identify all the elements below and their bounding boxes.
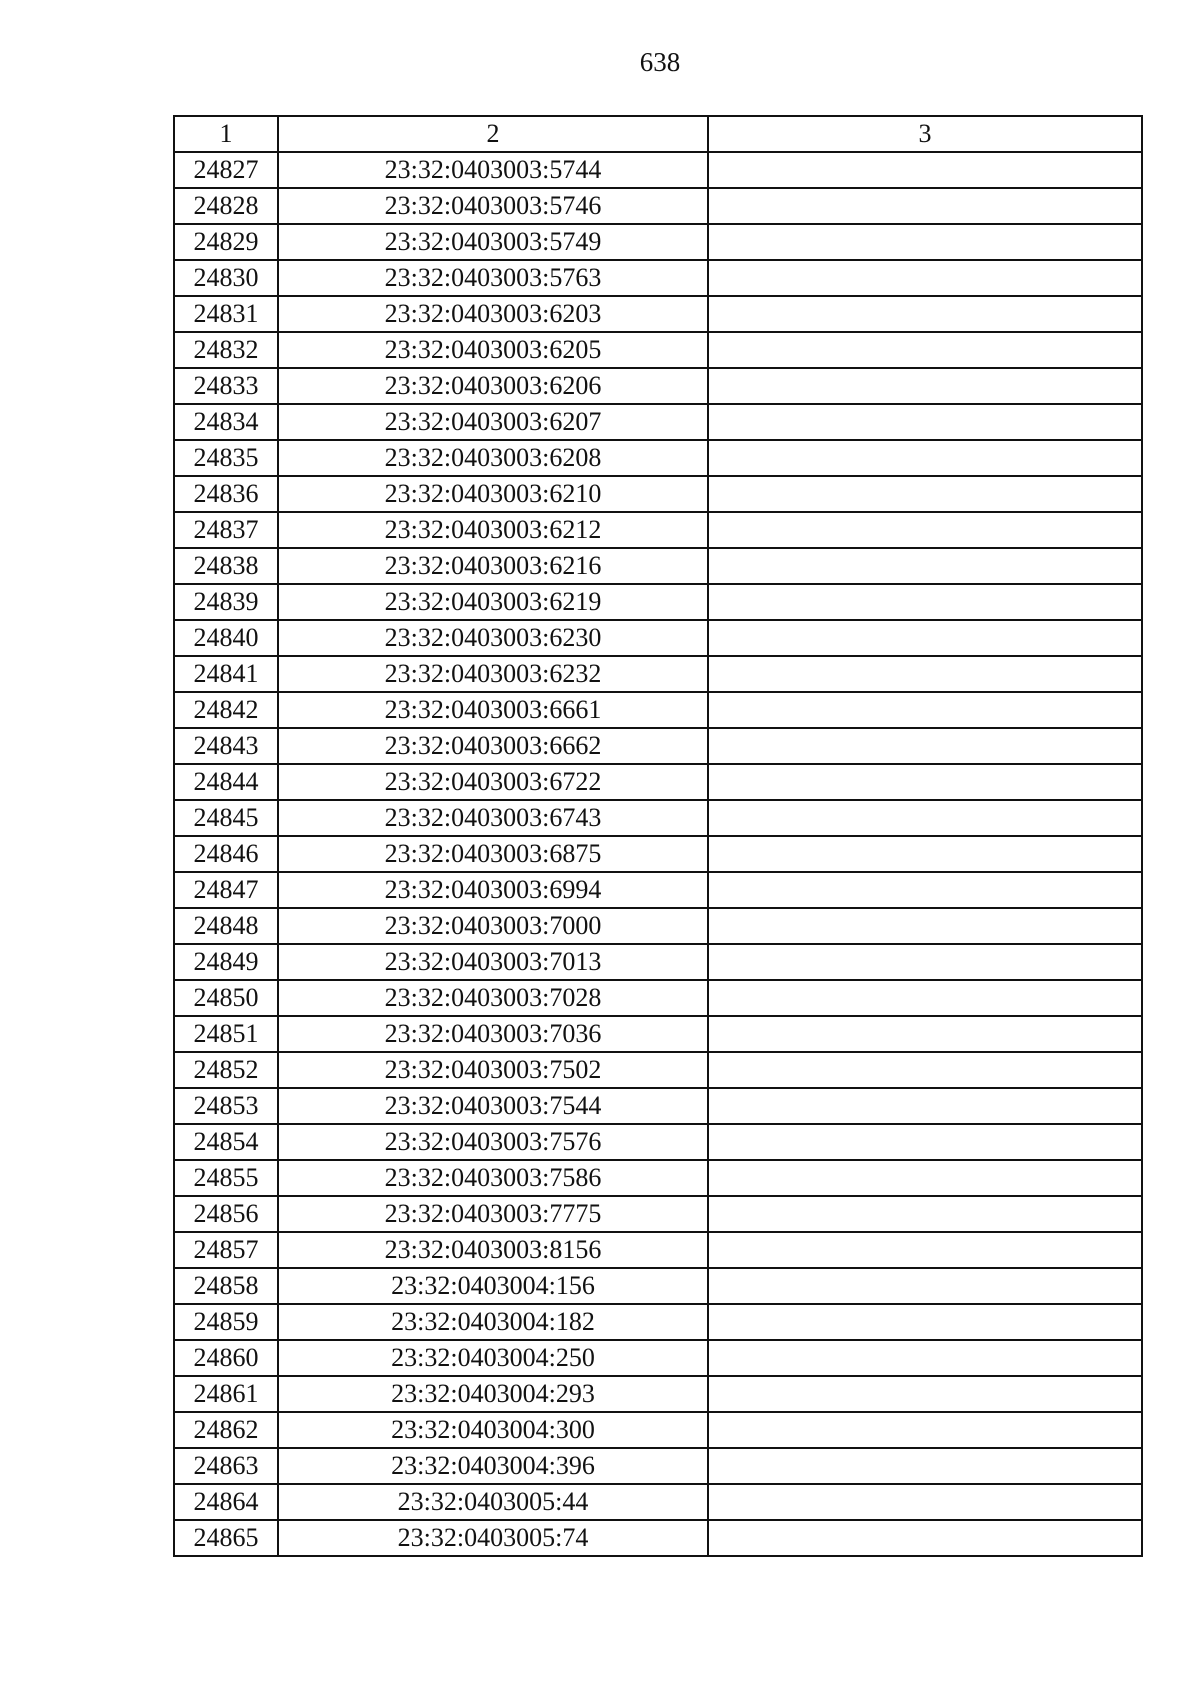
cadastral-number-cell: 23:32:0403003:6203 — [278, 296, 708, 332]
table-row — [174, 440, 1142, 476]
table-row — [174, 1016, 1142, 1052]
table-row — [174, 944, 1142, 980]
note-cell — [708, 1016, 1142, 1052]
row-number-cell: 24855 — [174, 1160, 278, 1196]
cadastral-number-cell: 23:32:0403003:6994 — [278, 872, 708, 908]
cadastral-number-cell: 23:32:0403003:6232 — [278, 656, 708, 692]
cadastral-number-cell: 23:32:0403005:44 — [278, 1484, 708, 1520]
cadastral-number-cell: 23:32:0403003:7775 — [278, 1196, 708, 1232]
row-number-cell: 24832 — [174, 332, 278, 368]
note-cell — [708, 1124, 1142, 1160]
table-row — [174, 908, 1142, 944]
row-number-cell: 24862 — [174, 1412, 278, 1448]
table-row — [174, 1160, 1142, 1196]
table-row — [174, 476, 1142, 512]
cadastral-number-cell: 23:32:0403003:5763 — [278, 260, 708, 296]
row-number-cell: 24840 — [174, 620, 278, 656]
table-row — [174, 1052, 1142, 1088]
note-cell — [708, 512, 1142, 548]
row-number-cell: 24859 — [174, 1304, 278, 1340]
row-number-cell: 24865 — [174, 1520, 278, 1556]
cadastral-number-cell: 23:32:0403003:8156 — [278, 1232, 708, 1268]
note-cell — [708, 332, 1142, 368]
cadastral-number-cell: 23:32:0403004:293 — [278, 1376, 708, 1412]
note-cell — [708, 1232, 1142, 1268]
row-number-cell: 24844 — [174, 764, 278, 800]
cadastral-number-cell: 23:32:0403003:6208 — [278, 440, 708, 476]
row-number-cell: 24854 — [174, 1124, 278, 1160]
cadastral-number-cell: 23:32:0403003:6875 — [278, 836, 708, 872]
row-number-cell: 24834 — [174, 404, 278, 440]
row-number-cell: 24864 — [174, 1484, 278, 1520]
cadastral-number-cell: 23:32:0403003:6206 — [278, 368, 708, 404]
cadastral-number-cell: 23:32:0403003:7586 — [278, 1160, 708, 1196]
note-cell — [708, 476, 1142, 512]
registry-table — [173, 115, 1143, 1557]
cadastral-number-cell: 23:32:0403003:7544 — [278, 1088, 708, 1124]
table-row — [174, 260, 1142, 296]
note-cell — [708, 368, 1142, 404]
table-row — [174, 224, 1142, 260]
table-row — [174, 548, 1142, 584]
note-cell — [708, 548, 1142, 584]
cadastral-number-cell: 23:32:0403003:7036 — [278, 1016, 708, 1052]
table-row — [174, 368, 1142, 404]
table-row — [174, 656, 1142, 692]
cadastral-number-cell: 23:32:0403004:250 — [278, 1340, 708, 1376]
table-row — [174, 1340, 1142, 1376]
table-row — [174, 836, 1142, 872]
cadastral-number-cell: 23:32:0403003:5749 — [278, 224, 708, 260]
cadastral-number-cell: 23:32:0403004:396 — [278, 1448, 708, 1484]
table-body — [174, 152, 1142, 1556]
row-number-cell: 24835 — [174, 440, 278, 476]
row-number-cell: 24850 — [174, 980, 278, 1016]
row-number-cell: 24851 — [174, 1016, 278, 1052]
note-cell — [708, 1196, 1142, 1232]
note-cell — [708, 260, 1142, 296]
table-row — [174, 1304, 1142, 1340]
row-number-cell: 24861 — [174, 1376, 278, 1412]
cadastral-number-cell: 23:32:0403003:6662 — [278, 728, 708, 764]
table-row — [174, 1484, 1142, 1520]
cadastral-number-cell: 23:32:0403003:6210 — [278, 476, 708, 512]
note-cell — [708, 440, 1142, 476]
note-cell — [708, 872, 1142, 908]
header-row — [174, 116, 1142, 152]
table-header — [174, 116, 1142, 152]
row-number-cell: 24847 — [174, 872, 278, 908]
table-row — [174, 872, 1142, 908]
table-row — [174, 764, 1142, 800]
row-number-cell: 24830 — [174, 260, 278, 296]
column-header-3: 3 — [708, 116, 1142, 152]
table-row — [174, 1448, 1142, 1484]
note-cell — [708, 1304, 1142, 1340]
table-row — [174, 1376, 1142, 1412]
table-row — [174, 188, 1142, 224]
cadastral-number-cell: 23:32:0403003:6219 — [278, 584, 708, 620]
row-number-cell: 24846 — [174, 836, 278, 872]
table-row — [174, 1268, 1142, 1304]
note-cell — [708, 1412, 1142, 1448]
cadastral-number-cell: 23:32:0403003:6205 — [278, 332, 708, 368]
cadastral-number-cell: 23:32:0403003:5746 — [278, 188, 708, 224]
row-number-cell: 24849 — [174, 944, 278, 980]
note-cell — [708, 728, 1142, 764]
cadastral-number-cell: 23:32:0403003:6661 — [278, 692, 708, 728]
note-cell — [708, 764, 1142, 800]
table-row — [174, 1088, 1142, 1124]
row-number-cell: 24856 — [174, 1196, 278, 1232]
cadastral-number-cell: 23:32:0403003:6230 — [278, 620, 708, 656]
row-number-cell: 24857 — [174, 1232, 278, 1268]
note-cell — [708, 1088, 1142, 1124]
table-row — [174, 1412, 1142, 1448]
table-row — [174, 1124, 1142, 1160]
row-number-cell: 24863 — [174, 1448, 278, 1484]
table-row — [174, 296, 1142, 332]
table-row — [174, 404, 1142, 440]
row-number-cell: 24860 — [174, 1340, 278, 1376]
table-row — [174, 692, 1142, 728]
row-number-cell: 24831 — [174, 296, 278, 332]
row-number-cell: 24852 — [174, 1052, 278, 1088]
row-number-cell: 24843 — [174, 728, 278, 764]
column-header-1: 1 — [174, 116, 278, 152]
row-number-cell: 24841 — [174, 656, 278, 692]
row-number-cell: 24842 — [174, 692, 278, 728]
table-row — [174, 1196, 1142, 1232]
note-cell — [708, 224, 1142, 260]
cadastral-number-cell: 23:32:0403003:6722 — [278, 764, 708, 800]
note-cell — [708, 620, 1142, 656]
note-cell — [708, 1160, 1142, 1196]
cadastral-number-cell: 23:32:0403003:7576 — [278, 1124, 708, 1160]
note-cell — [708, 944, 1142, 980]
note-cell — [708, 404, 1142, 440]
note-cell — [708, 800, 1142, 836]
table-row — [174, 512, 1142, 548]
cadastral-number-cell: 23:32:0403004:156 — [278, 1268, 708, 1304]
note-cell — [708, 656, 1142, 692]
note-cell — [708, 1376, 1142, 1412]
table-row — [174, 620, 1142, 656]
note-cell — [708, 692, 1142, 728]
note-cell — [708, 152, 1142, 188]
note-cell — [708, 1448, 1142, 1484]
note-cell — [708, 908, 1142, 944]
cadastral-number-cell: 23:32:0403005:74 — [278, 1520, 708, 1556]
cadastral-number-cell: 23:32:0403003:7013 — [278, 944, 708, 980]
note-cell — [708, 188, 1142, 224]
row-number-cell: 24828 — [174, 188, 278, 224]
row-number-cell: 24845 — [174, 800, 278, 836]
cadastral-number-cell: 23:32:0403003:6212 — [278, 512, 708, 548]
row-number-cell: 24848 — [174, 908, 278, 944]
row-number-cell: 24837 — [174, 512, 278, 548]
cadastral-number-cell: 23:32:0403003:7000 — [278, 908, 708, 944]
table-row — [174, 1232, 1142, 1268]
note-cell — [708, 836, 1142, 872]
row-number-cell: 24839 — [174, 584, 278, 620]
row-number-cell: 24836 — [174, 476, 278, 512]
note-cell — [708, 1052, 1142, 1088]
note-cell — [708, 980, 1142, 1016]
row-number-cell: 24838 — [174, 548, 278, 584]
table-row — [174, 332, 1142, 368]
row-number-cell: 24829 — [174, 224, 278, 260]
page-number: 638 — [639, 47, 681, 77]
table-row — [174, 152, 1142, 188]
table-row — [174, 584, 1142, 620]
row-number-cell: 24833 — [174, 368, 278, 404]
cadastral-number-cell: 23:32:0403003:5744 — [278, 152, 708, 188]
table-row — [174, 800, 1142, 836]
column-header-2: 2 — [278, 116, 708, 152]
cadastral-number-cell: 23:32:0403004:300 — [278, 1412, 708, 1448]
note-cell — [708, 1520, 1142, 1556]
table-row — [174, 980, 1142, 1016]
row-number-cell: 24853 — [174, 1088, 278, 1124]
note-cell — [708, 584, 1142, 620]
cadastral-number-cell: 23:32:0403003:6207 — [278, 404, 708, 440]
cadastral-number-cell: 23:32:0403004:182 — [278, 1304, 708, 1340]
note-cell — [708, 1484, 1142, 1520]
row-number-cell: 24858 — [174, 1268, 278, 1304]
cadastral-number-cell: 23:32:0403003:7028 — [278, 980, 708, 1016]
note-cell — [708, 296, 1142, 332]
row-number-cell: 24827 — [174, 152, 278, 188]
table-row — [174, 728, 1142, 764]
cadastral-number-cell: 23:32:0403003:6216 — [278, 548, 708, 584]
cadastral-number-cell: 23:32:0403003:6743 — [278, 800, 708, 836]
cadastral-number-cell: 23:32:0403003:7502 — [278, 1052, 708, 1088]
table-row — [174, 1520, 1142, 1556]
note-cell — [708, 1340, 1142, 1376]
note-cell — [708, 1268, 1142, 1304]
